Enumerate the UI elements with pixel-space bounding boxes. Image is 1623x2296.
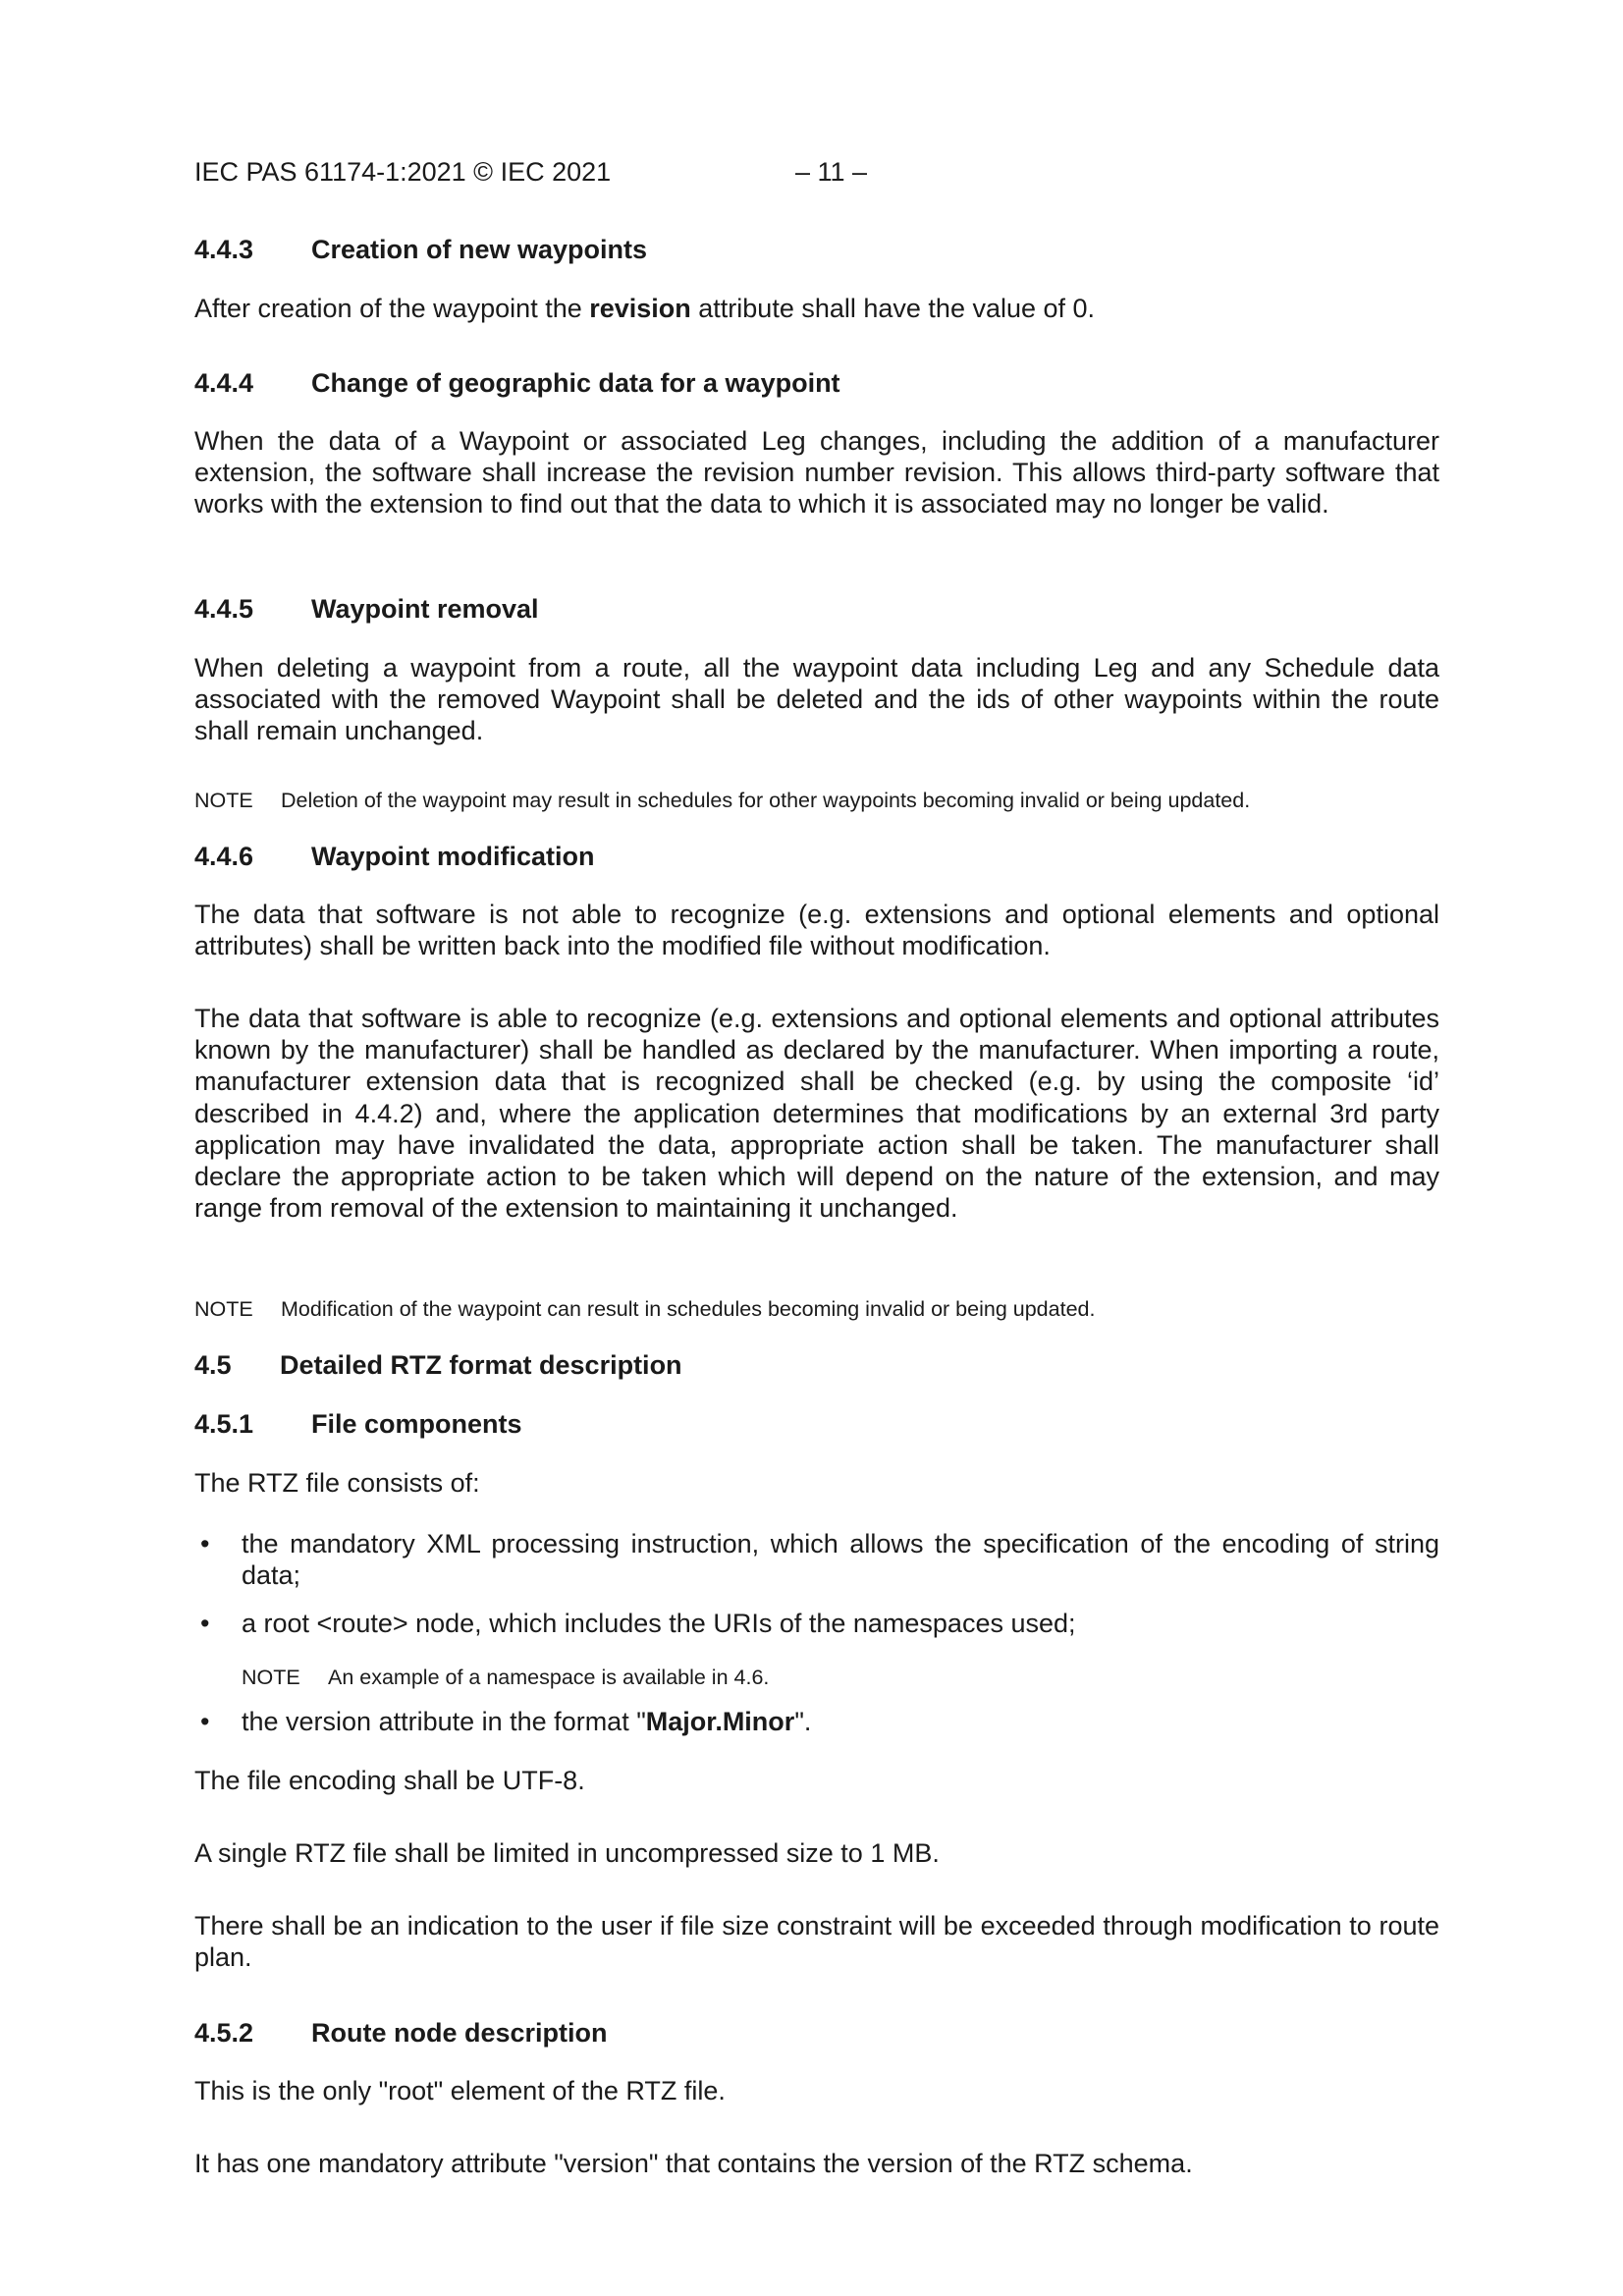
list-item-text-part: the version attribute in the format " bbox=[242, 1707, 646, 1736]
section-heading-4-5-1 bbox=[194, 1407, 1439, 1441]
paragraph-text: After creation of the waypoint the bbox=[194, 294, 590, 323]
paragraph-unrecognized-data: The data that software is not able to recognize (e.g. extensions and optional elements and optional attributes) shall be written back into the modified file without modification. bbox=[194, 900, 1439, 961]
paragraph-file-size-limit: A single RTZ file shall be limited in uncompressed size to 1 MB. bbox=[194, 1838, 940, 1868]
note-text: An example of a namespace is available in 4.6. bbox=[328, 1666, 770, 1689]
list-item-text: the mandatory XML processing instruction, which allows the specification of the encoding of string data; bbox=[242, 1529, 1439, 1591]
section-number: 4.4.5 bbox=[194, 594, 254, 624]
note-waypoint-deletion bbox=[194, 787, 1439, 814]
section-title: Creation of new waypoints bbox=[311, 235, 648, 264]
section-heading-4-5 bbox=[194, 1348, 1439, 1382]
section-title: Change of geographic data for a waypoint bbox=[311, 368, 840, 398]
section-title: File components bbox=[311, 1409, 522, 1439]
paragraph-file-consists-of: The RTZ file consists of: bbox=[194, 1468, 480, 1498]
note-label: NOTE bbox=[242, 1666, 300, 1689]
revision-term: revision bbox=[589, 294, 691, 323]
list-item-text: a root <route> node, which includes the URIs of the namespaces used; bbox=[242, 1609, 1076, 1638]
section-number: 4.4.4 bbox=[194, 368, 254, 398]
version-format-term: Major.Minor bbox=[645, 1707, 795, 1736]
paragraph-text: attribute shall have the value of 0. bbox=[690, 294, 1096, 323]
note-label: NOTE bbox=[194, 1297, 253, 1321]
list-item-version-attribute bbox=[194, 1706, 1439, 1737]
note-namespace-example bbox=[242, 1664, 769, 1691]
section-heading-4-4-6 bbox=[194, 840, 1439, 873]
section-title: Route node description bbox=[311, 2018, 608, 2048]
section-number: 4.5.1 bbox=[194, 1409, 254, 1439]
list-item-text bbox=[242, 1706, 1439, 1737]
paragraph-revision-attribute bbox=[194, 293, 1439, 324]
note-text: Deletion of the waypoint may result in schedules for other waypoints becoming invalid or being updated. bbox=[281, 789, 1251, 812]
section-title: Waypoint modification bbox=[311, 842, 595, 871]
note-text: Modification of the waypoint can result in schedules becoming invalid or being updated. bbox=[281, 1297, 1096, 1321]
section-heading-4-4-3 bbox=[194, 233, 1439, 266]
paragraph-waypoint-removal: When deleting a waypoint from a route, all the waypoint data including Leg and any Schedule data associated with the removed Waypoint shall be deleted and the ids of other waypoints within the route shall remain unchanged. bbox=[194, 653, 1439, 746]
section-number: 4.4.3 bbox=[194, 235, 254, 264]
paragraph-geographic-data-change: When the data of a Waypoint or associated Leg changes, including the addition of a manufacturer extension, the software shall increase the revision number revision. This allows third-party software that works with the extension to find out that the data to which it is associated may no longer be valid. bbox=[194, 426, 1439, 519]
list-item-text-part: ". bbox=[794, 1707, 812, 1736]
note-waypoint-modification bbox=[194, 1295, 1439, 1323]
page-header bbox=[194, 155, 1439, 189]
section-heading-4-4-5 bbox=[194, 592, 1439, 626]
bullet-glyph: • bbox=[200, 1529, 210, 1558]
paragraph-version-attribute: It has one mandatory attribute "version" that contains the version of the RTZ schema. bbox=[194, 2149, 1193, 2178]
list-item-root-route-node bbox=[194, 1608, 1439, 1639]
section-title: Detailed RTZ format description bbox=[280, 1350, 682, 1380]
page-number: – 11 – bbox=[795, 157, 868, 187]
bullet-glyph: • bbox=[200, 1707, 210, 1736]
paragraph-file-encoding: The file encoding shall be UTF-8. bbox=[194, 1766, 585, 1795]
paragraph-recognized-data: The data that software is able to recognize (e.g. extensions and optional elements and optional attributes known by the manufacturer) shall be handled as declared by the manufacturer. When importing a route, manufacturer extension data that is recognized shall be checked (e.g. by using the composite ‘id’ described in 4.4.2) and, where the application determines that modifications by an external 3rd party application may have invalidated the data, appropriate action shall be taken. The manufacturer shall declare the appropriate action to be taken which will depend on the nature of the extension, and may range from removal of the extension to maintaining it unchanged. bbox=[194, 1004, 1439, 1224]
section-number: 4.4.6 bbox=[194, 842, 254, 871]
section-title: Waypoint removal bbox=[311, 594, 539, 624]
section-heading-4-5-2 bbox=[194, 2016, 1439, 2050]
note-label: NOTE bbox=[194, 789, 253, 812]
paragraph-root-element: This is the only "root" element of the RTZ file. bbox=[194, 2076, 726, 2105]
document-identifier: IEC PAS 61174-1:2021 © IEC 2021 bbox=[194, 157, 612, 187]
section-heading-4-4-4 bbox=[194, 366, 1439, 400]
section-number: 4.5 bbox=[194, 1350, 232, 1380]
section-number: 4.5.2 bbox=[194, 2018, 254, 2048]
list-item-xml-instruction bbox=[194, 1528, 1439, 1591]
paragraph-size-indication: There shall be an indication to the user if file size constraint will be exceeded through modification to route plan. bbox=[194, 1911, 1439, 1973]
bullet-glyph: • bbox=[200, 1609, 210, 1638]
